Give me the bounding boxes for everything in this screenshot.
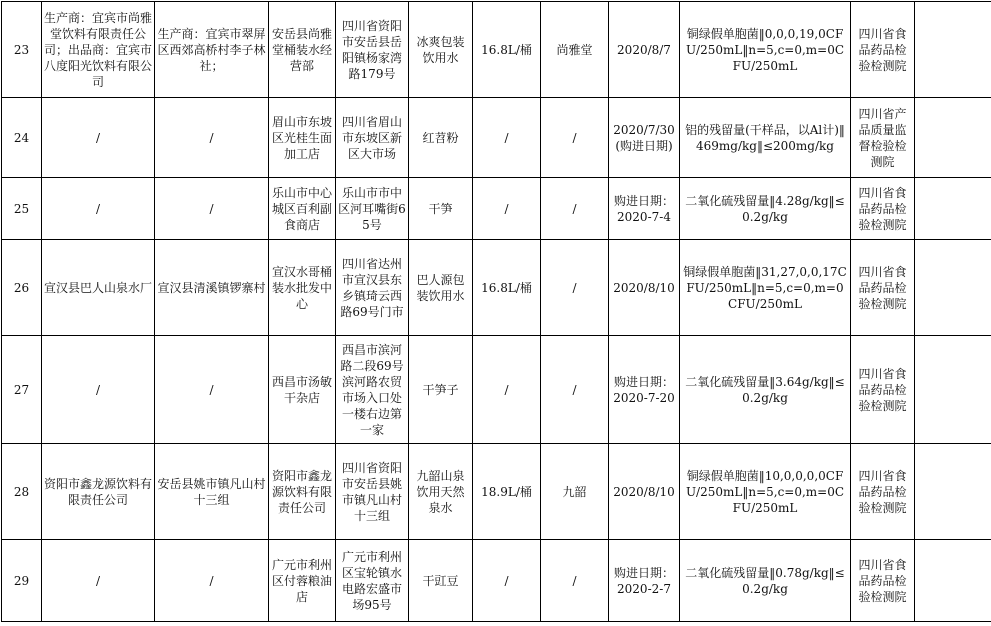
row-number-cell: 25 [2,178,42,240]
seller-name-cell: 安岳县尚雅堂桶装水经营部 [269,2,336,98]
testing-agency-cell: 四川省产品质量监督检验检测院 [851,98,915,178]
seller-name-cell: 资阳市鑫龙源饮料有限责任公司 [269,444,336,540]
brand-cell: / [541,98,609,178]
row-number-cell: 26 [2,240,42,336]
product-name-cell: 干豇豆 [409,540,473,622]
row-number-cell: 24 [2,98,42,178]
product-spec-cell: 16.8L/桶 [473,2,541,98]
remark-cell [915,178,991,240]
production-date-cell: 购进日期：2020-2-7 [609,540,680,622]
failed-item-cell: 二氧化硫残留量‖3.64g/kg‖≤0.2g/kg [680,336,851,444]
seller-address-cell: 四川省眉山市东坡区新区大市场 [336,98,409,178]
producer-address-cell: / [155,540,269,622]
producer-name-cell: 宣汉县巴人山泉水厂 [42,240,155,336]
product-name-cell: 干笋子 [409,336,473,444]
product-spec-cell: 18.9L/桶 [473,444,541,540]
table-row [2,444,991,540]
remark-cell [915,336,991,444]
brand-cell: 尚雅堂 [541,2,609,98]
testing-agency-cell: 四川省食品药品检验检测院 [851,444,915,540]
product-spec-cell: / [473,540,541,622]
product-name-cell: 巴人源包装饮用水 [409,240,473,336]
seller-address-cell: 西昌市滨河路二段69号滨河路农贸市场入口处一楼右边第一家 [336,336,409,444]
producer-name-cell: / [42,98,155,178]
remark-cell [915,240,991,336]
failed-item-cell: 二氧化硫残留量‖4.28g/kg‖≤0.2g/kg [680,178,851,240]
seller-address-cell: 四川省资阳市安岳县岳阳镇杨家湾路179号 [336,2,409,98]
production-date-cell: 2020/8/7 [609,2,680,98]
table-row [2,2,991,98]
table-row [2,98,991,178]
failed-item-cell: 铝的残留量(干样品，以Al计)‖469mg/kg‖≤200mg/kg [680,98,851,178]
testing-agency-cell: 四川省食品药品检验检测院 [851,336,915,444]
production-date-cell: 2020/7/30(购进日期) [609,98,680,178]
remark-cell [915,540,991,622]
testing-agency-cell: 四川省食品药品检验检测院 [851,178,915,240]
production-date-cell: 购进日期：2020-7-20 [609,336,680,444]
producer-address-cell: / [155,178,269,240]
brand-cell: / [541,240,609,336]
producer-name-cell: / [42,336,155,444]
producer-name-cell: / [42,178,155,240]
product-name-cell: 红苕粉 [409,98,473,178]
product-spec-cell: / [473,98,541,178]
seller-name-cell: 宣汉水哥桶装水批发中心 [269,240,336,336]
brand-cell: / [541,336,609,444]
brand-cell: 九韶 [541,444,609,540]
producer-address-cell: 安岳县姚市镇凡山村十三组 [155,444,269,540]
table-row [2,178,991,240]
producer-name-cell: 资阳市鑫龙源饮料有限责任公司 [42,444,155,540]
production-date-cell: 购进日期：2020-7-4 [609,178,680,240]
seller-name-cell: 广元市利州区付蓉粮油店 [269,540,336,622]
failed-item-cell: 二氧化硫残留量‖0.78g/kg‖≤0.2g/kg [680,540,851,622]
failed-item-cell: 铜绿假单胞菌‖31,27,0,0,17CFU/250mL‖n=5,c=0,m=0CFU/250mL [680,240,851,336]
product-name-cell: 冰爽包装饮用水 [409,2,473,98]
product-name-cell: 干笋 [409,178,473,240]
brand-cell: / [541,540,609,622]
testing-agency-cell: 四川省食品药品检验检测院 [851,540,915,622]
table-row [2,240,991,336]
producer-name-cell: 生产商：宜宾市尚雅堂饮料有限责任公司；出品商：宜宾市八度阳光饮料有限公司 [42,2,155,98]
inspection-results-table [1,1,991,622]
table-row [2,336,991,444]
failed-item-cell: 铜绿假单胞菌‖0,0,0,19,0CFU/250mL‖n=5,c=0,m=0CFU/250mL [680,2,851,98]
seller-address-cell: 四川省达州市宣汉县东乡镇琦云西路69号门市 [336,240,409,336]
seller-name-cell: 乐山市中心城区百利副食商店 [269,178,336,240]
product-spec-cell: / [473,178,541,240]
producer-address-cell: / [155,336,269,444]
producer-address-cell: 宣汉县清溪镇锣寨村 [155,240,269,336]
row-number-cell: 28 [2,444,42,540]
seller-address-cell: 广元市利州区宝轮镇水电路宏盛市场95号 [336,540,409,622]
remark-cell [915,2,991,98]
brand-cell: / [541,178,609,240]
producer-name-cell: / [42,540,155,622]
table-body [2,2,991,622]
seller-address-cell: 四川省资阳市安岳县姚市镇凡山村十三组 [336,444,409,540]
testing-agency-cell: 四川省食品药品检验检测院 [851,240,915,336]
seller-address-cell: 乐山市市中区河耳嘴街65号 [336,178,409,240]
producer-address-cell: 生产商：宜宾市翠屏区西郊高桥村李子林社； [155,2,269,98]
production-date-cell: 2020/8/10 [609,240,680,336]
failed-item-cell: 铜绿假单胞菌‖10,0,0,0,0CFU/250mL‖n=5,c=0,m=0CFU/250mL [680,444,851,540]
product-spec-cell: / [473,336,541,444]
seller-name-cell: 西昌市汤敏干杂店 [269,336,336,444]
testing-agency-cell: 四川省食品药品检验检测院 [851,2,915,98]
product-spec-cell: 16.8L/桶 [473,240,541,336]
table-row [2,540,991,622]
seller-name-cell: 眉山市东坡区光桂生面加工店 [269,98,336,178]
remark-cell [915,98,991,178]
remark-cell [915,444,991,540]
row-number-cell: 29 [2,540,42,622]
row-number-cell: 23 [2,2,42,98]
product-name-cell: 九韶山泉饮用天然泉水 [409,444,473,540]
production-date-cell: 2020/8/10 [609,444,680,540]
producer-address-cell: / [155,98,269,178]
row-number-cell: 27 [2,336,42,444]
